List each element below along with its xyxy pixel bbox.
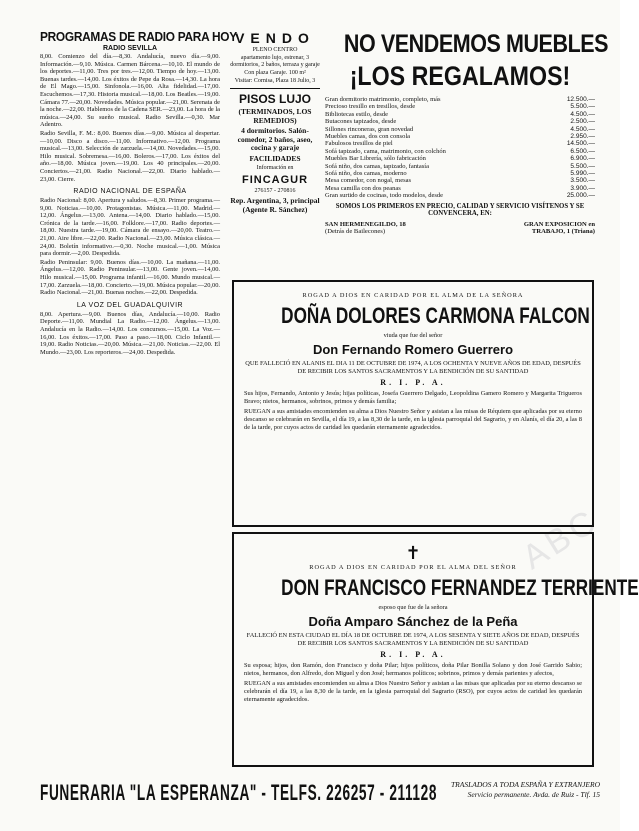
price-row (325, 126, 595, 133)
furniture-addresses (325, 221, 595, 236)
obit1-family: Sus hijos, Fernando, Antonio y Jesús; hijas políticas, Josefa Guerrero Delgado, Leopoldina Gamero Romero y Margarita Trigueros Bravo; nietos, hermanos, sobrinos, primos y demás familia; (244, 390, 582, 405)
price-row (325, 170, 595, 177)
price-item-price: 14.500.— (566, 140, 595, 148)
price-row (325, 177, 595, 184)
pisos-line1: (TERMINADOS, LOS REMEDIOS) (238, 107, 312, 125)
price-row (325, 185, 595, 192)
obit1-relation: viuda que fue del señor (383, 332, 443, 339)
price-item-price: 25.000.— (566, 192, 595, 200)
price-item-price: 6.500.— (570, 147, 595, 155)
price-item-desc: Gran surtido de cocinas, todo modelos, desde (325, 192, 444, 200)
price-item-desc: Fabulosos tresillos de piel (325, 140, 393, 148)
classified-ads (230, 30, 320, 275)
price-item-desc: Mesa camilla con dos peanas (325, 184, 401, 192)
price-item-price: 5.990.— (570, 170, 595, 178)
guadalquivir-programs: 8,00. Apertura.—9,00. Buenos días, Andalucía.—10,00. Radio Deporte.—11,00. Mundial La Radio.—12,00. Ángelus.—13,00. Andalucía en la Radio.—14,00. Los concursos.—15,00. La Voz.—16,00. Los éxitos.—17,00. Paso a paso.—18,00. Ciclo Infantil.—19,00. Radio Noticias.—20,00. Música.—21,00. Noticias.—22,00. El Mundo.—23,00. Los reporteros.—24,00. Despedida. (40, 310, 220, 356)
address-1-title: SAN HERMENEGILDO, 18 (325, 220, 406, 228)
price-row (325, 118, 595, 125)
peninsular-programs: Radio Peninsular: 9,00. Buenos días.—10,00. La mañana.—11,00. Ángelus.—12,00. Radio Peninsular.—13,00. Gente joven.—14,00. Hilo musical.—15,00. Programa infantil.—16,00. Mundo musical.—17,00. Zarzuela.—18,00. Concierto.—19,00. Música popular.—20,00. Radio Nacional.—21,00. Buenas noches.—22,00. Despedida. (40, 258, 220, 297)
pisos-title: PISOS LUJO (238, 92, 312, 106)
obit1-fallecio: QUE FALLECIÓ EN ALANIS EL DIA 11 DE OCTUBRE DE 1974, A LOS OCHENTA Y NUEVE AÑOS DE EDAD, DESPUÉS DE RECIBIR LOS SANTOS SACRAMENTOS Y LA BENDICIÓN DE SU SANTIDAD (245, 360, 581, 375)
obit1-rogad: ROGAD A DIOS EN CARIDAD POR EL ALMA DE LA SEÑORA (302, 292, 524, 299)
station-guadalquivir: LA VOZ DEL GUADALQUIVIR (76, 301, 184, 309)
price-item-desc: Sofá tapizado, cama, matrimonio, con colchón (325, 147, 446, 155)
traslados-line1: TRASLADOS A TODA ESPAÑA Y EXTRANJERO (451, 780, 600, 789)
divider (230, 88, 320, 89)
obit2-fallecio: FALLECIÓ EN ESTA CIUDAD EL DÍA 18 DE OCTUBRE DE 1974, A LOS SESENTA Y SIETE AÑOS DE EDAD, DESPUÉS DE RECIBIR LOS SANTOS SACRAMENTOS Y LA BENDICIÓN DE SU SANTIDAD (246, 632, 580, 647)
price-item-desc: Bibliotecas estilo, desde (325, 110, 389, 118)
price-row (325, 96, 595, 103)
price-item-price: 3.500.— (570, 177, 595, 185)
watermark: ABC (515, 501, 606, 577)
price-row (325, 148, 595, 155)
address-2 (524, 221, 595, 236)
price-item-price: 5.500.— (570, 162, 595, 170)
traslados-text (451, 780, 600, 800)
cross-icon: ✝ (405, 543, 421, 563)
price-item-price: 5.500.— (570, 103, 595, 111)
address-1 (325, 221, 406, 236)
pisos-line2: 4 dormitorios. Salón-comedor, 2 baños, aseo, cocina y garaje (237, 126, 313, 152)
price-item-desc: Sofá niño, dos camas, tapizado, fantasía (325, 162, 429, 170)
price-item-desc: Precioso tresillo en tresillos, desde (325, 103, 416, 111)
obituary-carmona (232, 280, 594, 527)
price-row (325, 192, 595, 199)
price-row (325, 133, 595, 140)
price-item-desc: Gran dormitorio matrimonio, completo, más (325, 96, 441, 103)
obit2-rogad: ROGAD A DIOS EN CARIDAD POR EL ALMA DEL SEÑOR (309, 564, 517, 571)
nacional-programs: Radio Nacional: 8,00. Apertura y saludos.—8,30. Primer programa.—9,00. Noticias.—10,00. Protagonistas. Música.—11,00. Madrid.—12,00. Ángelus.—13,00. Antena.—14,00. Diario hablado.—15,00. Crónica de la tarde.—16,00. Folklore.—17,00. Radio deportes.—18,00. Nuestra tarde.—19,00. Cámara de ensayo.—20,00. Teatro.—21,00. Aire libre.—22,00. Radio Nacional.—23,00. Música clásica.—24,00. Boletín informativo.—0,30. Noche musical.—1,00. Música para dormir.—2,00. Despedida. (40, 197, 220, 258)
vendo-line2: apartamento lujo, estrenar, 3 dormitorios, 2 baños, terraza y garaje (230, 55, 320, 68)
price-row (325, 111, 595, 118)
address-2-sub: TRABAJO, 1 (Triana) (531, 228, 595, 236)
sevilla-programs: 8,00. Comienzo del día.—8,30. Andalucía, nuevo día.—9,00. Información.—9,10. Música. Carmen Bárcena.—10,10. El mundo de los deportes.—11,00. Tres por tres.—12,00. Tiempo de hoy.—13,00. Buenas tardes.—14,00. Los éxitos de Pepe da Rosa.—14,30. La hora de El Mago.—15,00. Sinfonola.—16,00. Alta fidelidad.—17,00. Escuchemos.—17,30. Historia musical.—18,00. Los Beatles.—19,00. Cámara 77.—20,00. Novedades. Música popular.—21,00. Serenata de la noche.—22,00. Hablemos de la Cadena SER.—23,00. La hora de la música.—24,00. Su sueño musical. Radio Sevilla.—0,30. Mar Adentro. (40, 53, 220, 129)
obit2-ruegan: RUEGAN a sus amistades encomienden su alma a Dios Nuestro Señor y asistan a las misas que aplicadas por su eterno descanso se celebrarán el día 19, a las 8,30 de la tarde, en la iglesia parroquial del Sagrario (RSO), por cuyos actos de caridad les quedarán eternamente agradecidos. (244, 680, 582, 703)
price-item-desc: Muebles Bar Librería, sólo fabricación (325, 155, 426, 163)
price-item-price: 3.900.— (570, 184, 595, 192)
furniture-ad (325, 30, 609, 275)
obituary-fernandez (232, 532, 639, 767)
vendo-line3: Con plaza Garaje. 100 m² (244, 70, 306, 76)
obit2-family: Su esposa; hijos, don Ramón, don Francisco y doña Pilar; hijos políticos, doña Pilar Bonilla Solano y don José Garrido Sabio; nietos, hermanos, don Alfredo, don Miguel y don José; hermanos políticos; sobrinos, primos y demás parientes y afectos, (244, 662, 582, 677)
price-row (325, 163, 595, 170)
price-item-price: 2.950.— (570, 133, 595, 141)
station-sevilla: RADIO SEVILLA (102, 45, 158, 52)
obit1-name: DOÑA DOLORES CARMONA FALCON (281, 303, 590, 328)
radio-title: PROGRAMAS DE RADIO PARA HOY (40, 30, 237, 44)
price-row (325, 103, 595, 110)
price-item-desc: Sillones rinconeras, gran novedad (325, 125, 414, 133)
price-item-price: 12.500.— (566, 96, 595, 103)
price-item-desc: Sofá niño, dos camas, moderno (325, 170, 407, 178)
sevilla-fm-programs: Radio Sevilla, F. M.: 8,00. Buenos días.—9,00. Música al despertar.—10,00. Disco a disco.—11,00. Informativo.—12,00. Programa musical.—13,00. Selección de zarzuela.—14,00. Novedades.—15,00. Hilo musical. Sobremesa.—16,00. Boleros.—17,00. Los éxitos del año.—18,00. Música joven.—19,00. Los 40 principales.—20,00. Conciertos.—21,00. Radio Nacional.—22,00. Diario hablado.—23,00. Cierre. (40, 129, 220, 183)
fincagur-address: Rep. Argentina, 3, principal (Agente R. Sánchez) (230, 196, 320, 214)
price-row (325, 140, 595, 147)
vendo-line1: PLENO CENTRO (252, 47, 298, 53)
obit1-ripa: R. I. P. A. (380, 378, 446, 388)
obit1-spouse: Don Fernando Romero Guerrero (312, 342, 514, 357)
radio-listings (40, 30, 237, 765)
obit2-spouse: Doña Amparo Sánchez de la Peña (308, 614, 518, 629)
price-row (325, 155, 595, 162)
vendo-line4: Visitar: Cornisa, Plaza 18 Julio, 3 (234, 78, 316, 84)
address-2-title: GRAN EXPOSICION en (523, 220, 595, 228)
funeraria-name: FUNERARIA "LA ESPERANZA" - TELFS. 226257 - 211128 (40, 780, 438, 805)
pisos-line4: Información en (256, 165, 294, 171)
obit2-ripa: R. I. P. A. (380, 650, 446, 660)
pisos-line3: FACILIDADES (249, 153, 301, 163)
station-nacional: RADIO NACIONAL DE ESPAÑA (73, 188, 187, 196)
funeraria-banner (40, 778, 600, 818)
furniture-headline: NO VENDEMOS MUEBLES (343, 30, 609, 58)
price-item-price: 4.500.— (570, 110, 595, 118)
obit1-ruegan: RUEGAN a sus amistades encomienden su alma a Dios Nuestro Señor y asistan a las misas de Réquiem que aplicadas por su eterno descanso se celebrarán en Sevilla, el día 19, a las 8,30 de la tarde, en la iglesia parroquial del Sagrario, y en Alanís, el día 20, a las 8 de la tarde, por cuyos actos de caridad les quedarán eternamente agradecidos. (244, 408, 582, 431)
price-item-desc: Muebles camas, dos con consola (325, 133, 411, 141)
price-item-price: 2.500.— (570, 118, 595, 126)
traslados-line2: Servicio permanente. Avda. de Ruiz - Tlf. 15 (467, 790, 600, 799)
obit2-relation: esposo que fue de la señora (378, 604, 448, 611)
furniture-subheadline: ¡LOS REGALAMOS! (349, 61, 571, 91)
price-list (325, 96, 595, 200)
fincagur-phone: 276157 - 270816 (254, 188, 296, 194)
price-item-price: 6.900.— (570, 155, 595, 163)
vendo-title: VENDO (235, 30, 315, 46)
price-item-price: 4.500.— (570, 125, 595, 133)
furniture-claim: SOMOS LOS PRIMEROS EN PRECIO, CALIDAD Y SERVICIO VISÍTENOS Y SE CONVENCERA, EN: (335, 202, 585, 218)
fincagur-logo: FINCAGUR (241, 174, 309, 186)
price-item-desc: Mesa comedor, con nogal, mesas (325, 177, 412, 185)
address-1-sub: (Detrás de Bailecones) (325, 228, 386, 236)
obit2-name: DON FRANCISCO FERNANDEZ TERRIENTE (281, 575, 639, 600)
price-item-desc: Butacones tapizados, desde (325, 118, 397, 126)
